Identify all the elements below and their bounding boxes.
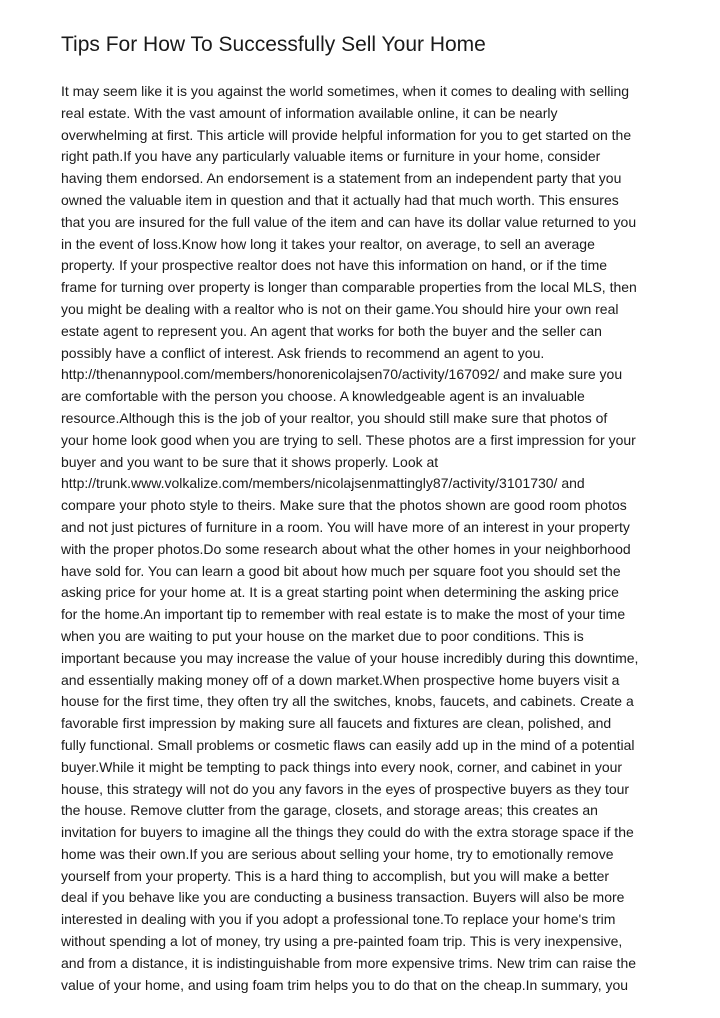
body-text-line: house, this strategy will not do you any favors in the eyes of prospective buyers as they tour [61, 780, 630, 797]
body-text-line: overwhelming at first. This article will provide helpful information for you to get started on the [61, 126, 632, 143]
body-text-line: your home look good when you are trying to sell. These photos are a first impression for your [61, 431, 636, 448]
body-text-line: invitation for buyers to imagine all the things they could do with the extra storage space if the [61, 824, 634, 841]
body-text-line: It may seem like it is you against the world sometimes, when it comes to dealing with selling [61, 83, 630, 99]
body-text-line: and not just pictures of furniture in a room. You will have more of an interest in your property [61, 518, 630, 535]
body-text-line: when you are waiting to put your house on the market due to poor conditions. This is [61, 627, 584, 644]
body-text-line: value of your home, and using foam trim helps you to do that on the cheap.In summary, you [61, 976, 629, 993]
body-text-line: important because you may increase the value of your house incredibly during this downtime, [61, 649, 639, 666]
body-text-line: real estate. With the vast amount of information available online, it can be nearly [61, 104, 558, 121]
body-text-line: you might be dealing with a realtor who is not on their game.You should hire your own real [61, 300, 619, 317]
body-text-line: that you are insured for the full value of the item and can have its dollar value returned to you [61, 213, 637, 230]
article-body [61, 81, 711, 996]
body-text-line: owned the valuable item in question and that it actually had that much worth. This ensures [61, 191, 619, 208]
body-text-line: without spending a lot of money, try using a pre-painted foam trip. This is very inexpensive, [61, 933, 623, 950]
body-text-line: buyer and you want to be sure that it shows properly. Look at [61, 453, 439, 470]
body-text-line: asking price for your home at. It is a great starting point when determining the asking price [61, 584, 619, 601]
body-text-line: http://thenannypool.com/members/honorenicolajsen70/activity/167092/ and make sure you [61, 366, 623, 383]
body-text-line: in the event of loss.Know how long it takes your realtor, on average, to sell an average [61, 235, 595, 252]
body-text-line: have sold for. You can learn a good bit about how much per square foot you should set the [61, 562, 621, 579]
body-text-line: fully functional. Small problems or cosmetic flaws can easily add up in the mind of a potential [61, 736, 635, 753]
body-text-line: compare your photo style to theirs. Make sure that the photos shown are good room photos [61, 497, 627, 514]
body-text-line: right path.If you have any particularly valuable items or furniture in your home, consider [61, 148, 601, 165]
body-text-line: interested in dealing with you if you adopt a professional tone.To replace your home's trim [61, 911, 616, 928]
body-text-line: are comfortable with the person you choose. A knowledgeable agent is an invaluable [61, 388, 585, 405]
body-text-line: buyer.While it might be tempting to pack things into every nook, corner, and cabinet in your [61, 758, 623, 775]
body-text-line: http://trunk.www.volkalize.com/members/nicolajsenmattingly87/activity/3101730/ and [61, 475, 585, 492]
body-text-line: deal if you behave like you are conducting a business transaction. Buyers will also be more [61, 889, 625, 906]
body-text-line: resource.Although this is the job of your realtor, you should still make sure that photos of [61, 409, 608, 426]
body-text-line: and from a distance, it is indistinguishable from more expensive trims. New trim can raise the [61, 954, 637, 971]
body-text-line: property. If your prospective realtor does not have this information on hand, or if the time [61, 257, 608, 274]
body-text-line: possibly have a conflict of interest. Ask friends to recommend an agent to you. [61, 344, 545, 361]
body-text-line: having them endorsed. An endorsement is a statement from an independent party that you [61, 170, 622, 187]
body-text-line: and essentially making money off of a down market.When prospective home buyers visit a [61, 671, 620, 688]
body-text-line: for the home.An important tip to remember with real estate is to make the most of your time [61, 606, 626, 623]
body-text-line: home was their own.If you are serious about selling your home, try to emotionally remove [61, 845, 614, 862]
page-title: Tips For How To Successfully Sell Your Home [61, 33, 486, 56]
body-text-line: estate agent to represent you. An agent that works for both the buyer and the seller can [61, 322, 602, 339]
body-text-line: favorable first impression by making sure all faucets and fixtures are clean, polished, and [61, 715, 612, 732]
body-text-line: house for the first time, they often try all the switches, knobs, faucets, and cabinets. Create a [61, 693, 634, 710]
body-text-line: the house. Remove clutter from the garage, closets, and storage areas; this creates an [61, 802, 598, 819]
body-text-line: frame for turning over property is longer than comparable properties from the local MLS, then [61, 279, 637, 296]
body-text-line: yourself from your property. This is a hard thing to accomplish, but you will make a better [61, 867, 610, 884]
body-text-line: with the proper photos.Do some research about what the other homes in your neighborhood [61, 540, 631, 557]
